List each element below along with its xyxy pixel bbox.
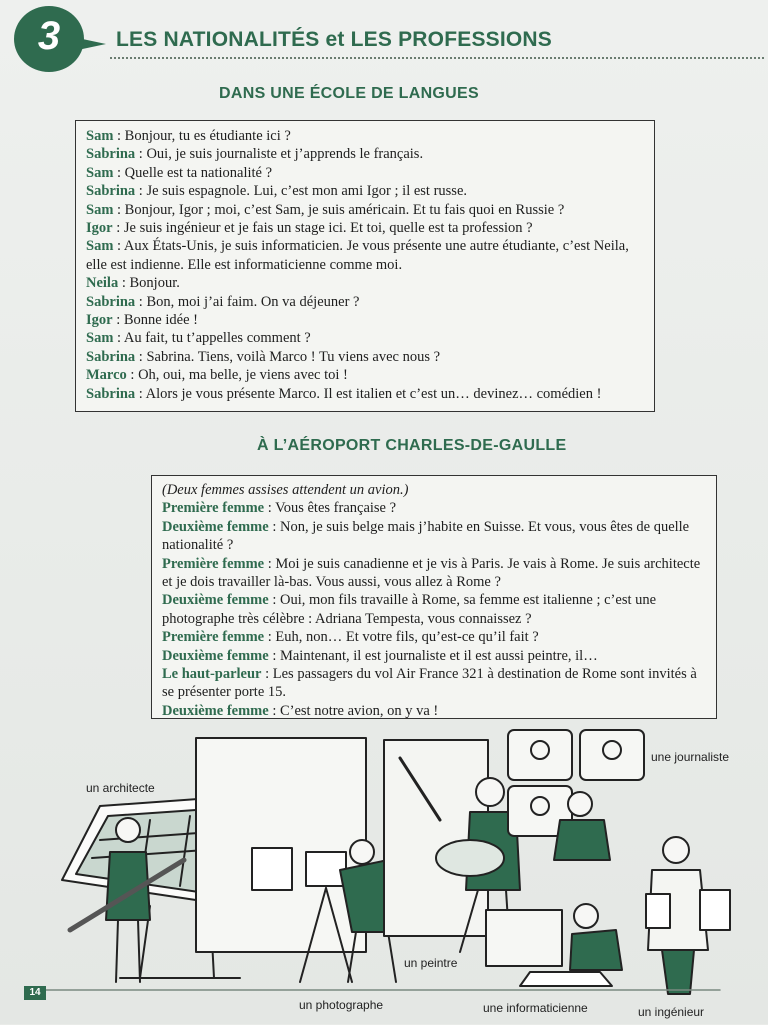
dialogue-text: : Bonjour, Igor ; moi, c’est Sam, je suis américain. Et tu fais quoi en Russie ? <box>113 201 565 218</box>
speaker-name: Sam <box>86 164 114 181</box>
speaker-name: Sabrina <box>86 183 136 200</box>
caption-photographe: un photographe <box>299 998 384 1012</box>
speaker-name: Sam <box>86 201 114 218</box>
dialogue-box-ecole <box>75 120 655 412</box>
perfume-bottle <box>252 848 292 890</box>
dialogue-box-aeroport <box>151 475 717 719</box>
dialogue-line <box>86 366 646 384</box>
caption-informaticienne: une informaticienne <box>483 1001 588 1015</box>
dialogue-text: : Bonne idée ! <box>112 312 198 329</box>
speaker-name: Sam <box>86 128 114 144</box>
professions-drawing <box>0 720 768 1020</box>
dialogue-text: : Oui, mon fils travaille à Rome, sa femme est italienne ; c’est une photographe très célèbre : Adriana Tempesta, vous connaissez ? <box>162 592 657 627</box>
dialogue-line <box>86 348 646 366</box>
speaker-name: Sabrina <box>86 348 136 365</box>
journalist-screens <box>508 730 644 860</box>
dialogue-text: : Non, je suis belge mais j’habite en Suisse. Et vous, vous êtes de quelle nationalité ? <box>162 518 690 554</box>
dialogue-text: : C’est notre avion, on y va ! <box>268 702 439 719</box>
dialogue-text: : Bonjour, tu es étudiante ici ? <box>113 128 291 144</box>
speaker-name: Sabrina <box>86 293 136 310</box>
dialogue-line <box>162 665 708 702</box>
dialogue-text: : Je suis ingénieur et je fais un stage ici. Et toi, quelle est ta profession ? <box>112 220 533 237</box>
dialogue-line <box>86 219 646 237</box>
dialogue-text: : Les passagers du vol Air France 321 à destination de Rome sont invités à se présenter porte 15. <box>162 666 697 701</box>
dialogue-text: : Euh, non… Et votre fils, qu’est-ce qu’il fait ? <box>264 629 539 646</box>
dialogue-text: : Bonjour. <box>118 275 180 292</box>
dialogue-line <box>86 274 646 292</box>
speaker-name: Deuxième femme <box>162 518 269 535</box>
dialogue-line <box>162 591 708 628</box>
photo-backdrop <box>196 738 366 952</box>
computer-scientist-figure <box>486 904 622 986</box>
title-divider <box>110 57 764 59</box>
dialogue-line <box>86 201 646 219</box>
dialogue-line <box>86 145 646 163</box>
stage-direction: (Deux femmes assises attendent un avion.) <box>162 482 409 498</box>
dialogue-text: : Maintenant, il est journaliste et il est aussi peintre, il… <box>268 647 598 664</box>
dialogue-text: : Alors je vous présente Marco. Il est italien et c’est un… devinez… comédien ! <box>135 385 602 402</box>
speaker-name: Première femme <box>162 629 265 646</box>
speaker-name: Le haut-parleur <box>162 666 262 683</box>
speaker-name: Igor <box>86 312 113 329</box>
dialogue-line <box>86 329 646 347</box>
dialogue-text: : Au fait, tu t’appelles comment ? <box>113 330 311 347</box>
dialogue-text: : Moi je suis canadienne et je vis à Paris. Je vais à Rome. Je suis architecte et je dois travailler là-bas. Vous aussi, vous allez à Rome ? <box>162 555 701 591</box>
speaker-name: Sabrina <box>86 385 136 402</box>
speaker-name: Igor <box>86 220 113 237</box>
dialogue-text: : Bon, moi j’ai faim. On va déjeuner ? <box>135 293 360 310</box>
dialogue-line <box>86 385 646 403</box>
speaker-name: Première femme <box>162 555 265 572</box>
dialogue-text: : Quelle est ta nationalité ? <box>113 164 273 181</box>
speaker-name: Sam <box>86 238 114 255</box>
dialogue-line <box>162 628 708 646</box>
dialogue-line <box>162 499 708 517</box>
dialogue-text: : Oh, oui, ma belle, je viens avec toi ! <box>126 367 348 384</box>
dialogue-line <box>86 311 646 329</box>
dialogue-line <box>162 555 708 592</box>
dialogue-line <box>86 127 646 145</box>
page-number: 14 <box>24 986 46 1000</box>
section-title-ecole: DANS UNE ÉCOLE DE LANGUES <box>219 85 479 102</box>
speaker-name: Deuxième femme <box>162 647 269 664</box>
dialogue-line <box>86 293 646 311</box>
speaker-name: Première femme <box>162 500 265 517</box>
professions-illustration <box>0 720 768 1020</box>
caption-architecte: un architecte <box>86 781 155 795</box>
speaker-name: Deuxième femme <box>162 702 269 719</box>
page-title: LES NATIONALITÉS et LES PROFESSIONS <box>116 28 552 51</box>
dialogue-text: : Vous êtes française ? <box>264 500 397 517</box>
dialogue-line <box>162 518 708 555</box>
dialogue-line <box>86 182 646 200</box>
caption-ingenieur: un ingénieur <box>638 1005 705 1019</box>
dialogue-ecole <box>86 127 646 403</box>
dialogue-aeroport <box>162 499 708 720</box>
dialogue-line <box>86 237 646 274</box>
speaker-name: Marco <box>86 367 127 384</box>
speaker-name: Sam <box>86 330 114 347</box>
speaker-name: Neila <box>86 275 119 292</box>
caption-journaliste: une journaliste <box>651 750 730 764</box>
speaker-name: Deuxième femme <box>162 592 269 609</box>
caption-peintre: un peintre <box>404 956 458 970</box>
speaker-name: Sabrina <box>86 146 136 163</box>
engineer-figure <box>646 837 730 994</box>
dialogue-text: : Sabrina. Tiens, voilà Marco ! Tu viens avec nous ? <box>135 348 441 365</box>
chapter-number: 3 <box>37 14 61 58</box>
dialogue-text: : Aux États-Unis, je suis informaticien. Je vous présente une autre étudiante, c’est Neila, elle est indienne. Elle est informaticienne comme moi. <box>86 238 629 273</box>
dialogue-line <box>86 164 646 182</box>
dialogue-line <box>162 702 708 720</box>
dialogue-line <box>162 647 708 665</box>
dialogue-text: : Oui, je suis journaliste et j’apprends le français. <box>135 146 424 163</box>
section-title-aeroport: À L’AÉROPORT CHARLES-DE-GAULLE <box>257 437 567 454</box>
dialogue-text: : Je suis espagnole. Lui, c’est mon ami Igor ; il est russe. <box>135 183 468 200</box>
